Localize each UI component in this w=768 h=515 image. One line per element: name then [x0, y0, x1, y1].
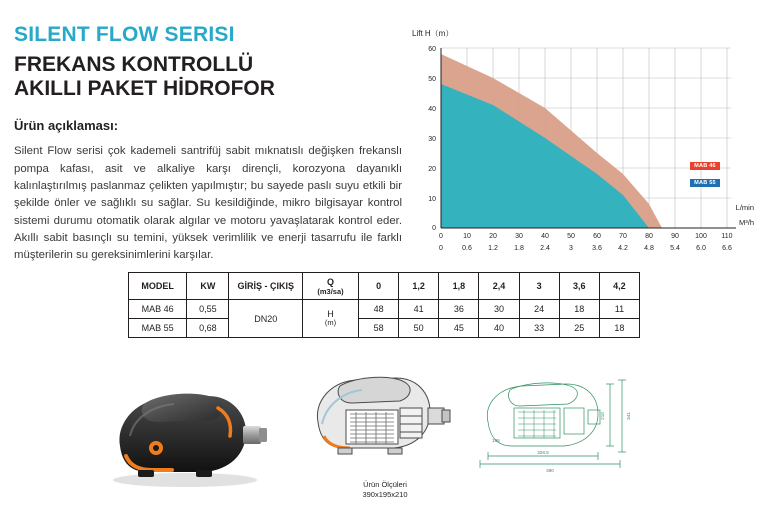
svg-text:2.4: 2.4	[540, 245, 550, 252]
product-cutaway-illustration	[300, 358, 470, 483]
svg-text:20: 20	[428, 166, 436, 173]
svg-text:110: 110	[721, 233, 733, 240]
svg-text:3: 3	[569, 245, 573, 252]
cell-kw-1: 0,68	[187, 319, 229, 338]
svg-text:3.6: 3.6	[592, 245, 602, 252]
th-flow-3: 2,4	[479, 273, 519, 300]
th-flow-6: 4,2	[599, 273, 639, 300]
cell-head-0-0: 48	[359, 300, 399, 319]
h-label: H	[327, 308, 334, 319]
svg-text:40: 40	[428, 106, 436, 113]
th-giris-cikis: GİRİŞ - ÇIKIŞ	[229, 273, 302, 300]
series-title: SILENT FLOW SERISI	[14, 23, 235, 46]
cell-kw-0: 0,55	[187, 300, 229, 319]
svg-text:50: 50	[567, 233, 575, 240]
svg-text:20: 20	[489, 233, 497, 240]
th-q-unit: (m3/sa)	[317, 286, 344, 296]
legend-item-mab46: MAB 46	[690, 162, 720, 170]
svg-text:30: 30	[515, 233, 523, 240]
svg-text:50: 50	[428, 76, 436, 83]
svg-text:60: 60	[428, 46, 436, 53]
svg-text:60: 60	[593, 233, 601, 240]
cell-head-1-4: 33	[519, 319, 559, 338]
svg-text:0.6: 0.6	[462, 245, 472, 252]
chart-title: Lift H（m）	[412, 29, 454, 38]
dimension-label-195: 195	[492, 438, 500, 443]
page-title-line2: AKILLI PAKET HİDROFOR	[14, 77, 275, 101]
svg-text:1.8: 1.8	[514, 245, 524, 252]
svg-text:5.4: 5.4	[670, 245, 680, 252]
cell-head-0-3: 30	[479, 300, 519, 319]
product-dimensions-caption	[300, 480, 470, 500]
page-title	[14, 53, 404, 103]
svg-text:10: 10	[463, 233, 471, 240]
svg-text:30: 30	[428, 136, 436, 143]
cell-head-0-2: 36	[439, 300, 479, 319]
header-text-block	[14, 24, 404, 265]
performance-chart	[406, 28, 756, 253]
dimension-label-341: 341	[626, 412, 631, 420]
h-unit: (m)	[324, 318, 337, 328]
table-row	[129, 300, 640, 319]
svg-text:90: 90	[671, 233, 679, 240]
caption-line-1: Ürün Ölçüleri	[363, 480, 407, 489]
svg-text:70: 70	[619, 233, 627, 240]
th-q-label: Q	[326, 276, 334, 287]
cell-model-1: MAB 55	[129, 319, 187, 338]
cell-head-0-5: 18	[559, 300, 599, 319]
cell-head-1-1: 50	[399, 319, 439, 338]
th-q	[302, 273, 358, 300]
th-flow-0: 0	[359, 273, 399, 300]
dimension-label-210: 210	[600, 412, 605, 420]
cell-h-label	[302, 300, 358, 338]
svg-text:6.0: 6.0	[696, 245, 706, 252]
dimension-label-3285: 328,5	[537, 450, 549, 455]
product-images-row	[0, 352, 768, 515]
svg-text:100: 100	[695, 233, 707, 240]
description-heading: Ürün açıklaması:	[14, 118, 119, 134]
description-body: Silent Flow serisi çok kademeli santrifüj sabit mıknatıslı değişken frekanslı pompa kafası, asit ve alkaliye karşı dirençli, korozyona dayanıklı kalınlaştırılmış paslanmaz çelikten yapılmıştır; bu sayede paslı suyu etkili bir şekilde önler ve sağlıklı su sağlar. Su kesildiğinde, mikro bilgisayar kontrol sistemi durumu otomatik olarak algılar ve motoru yavaşlatarak kontrol eder. Akıllı sabit basınçlı su temini, yüksek verimlilik ve enerji tasarrufu ile farklı müşterilerin su gereksinimlerini karşılar.	[14, 145, 402, 262]
page-title-line1: FREKANS KONTROLLÜ	[14, 52, 254, 76]
cell-head-0-1: 41	[399, 300, 439, 319]
chart-xaxis-unit-lmin: L/min	[735, 203, 754, 212]
table-header-row	[129, 273, 640, 300]
svg-text:0: 0	[439, 245, 443, 252]
chart-xaxis-unit-m3h: M³/h	[739, 218, 754, 227]
svg-text:1.2: 1.2	[488, 245, 498, 252]
th-flow-2: 1,8	[439, 273, 479, 300]
svg-text:80: 80	[645, 233, 653, 240]
cell-head-1-2: 45	[439, 319, 479, 338]
svg-text:40: 40	[541, 233, 549, 240]
th-kw: KW	[187, 273, 229, 300]
cell-head-1-5: 25	[559, 319, 599, 338]
svg-text:0: 0	[432, 225, 436, 232]
svg-text:4.8: 4.8	[644, 245, 654, 252]
cell-head-1-6: 18	[599, 319, 639, 338]
table-row	[129, 319, 640, 338]
th-flow-4: 3	[519, 273, 559, 300]
svg-text:4.2: 4.2	[618, 245, 628, 252]
product-photo	[100, 372, 275, 497]
th-flow-1: 1,2	[399, 273, 439, 300]
cell-head-1-3: 40	[479, 319, 519, 338]
dimension-drawing	[470, 364, 650, 479]
svg-text:10: 10	[428, 196, 436, 203]
cell-connection: DN20	[229, 300, 302, 338]
dimension-label-390: 390	[546, 468, 554, 473]
legend-item-mab55: MAB 55	[690, 179, 720, 187]
chart-canvas	[406, 38, 756, 253]
cell-head-0-6: 11	[599, 300, 639, 319]
svg-text:0: 0	[439, 233, 443, 240]
th-model: MODEL	[129, 273, 187, 300]
specification-table	[128, 272, 640, 338]
cell-head-0-4: 24	[519, 300, 559, 319]
caption-line-2: 390x195x210	[362, 490, 408, 500]
cell-model-0: MAB 46	[129, 300, 187, 319]
cell-head-1-0: 58	[359, 319, 399, 338]
th-flow-5: 3,6	[559, 273, 599, 300]
svg-text:6.6: 6.6	[722, 245, 732, 252]
